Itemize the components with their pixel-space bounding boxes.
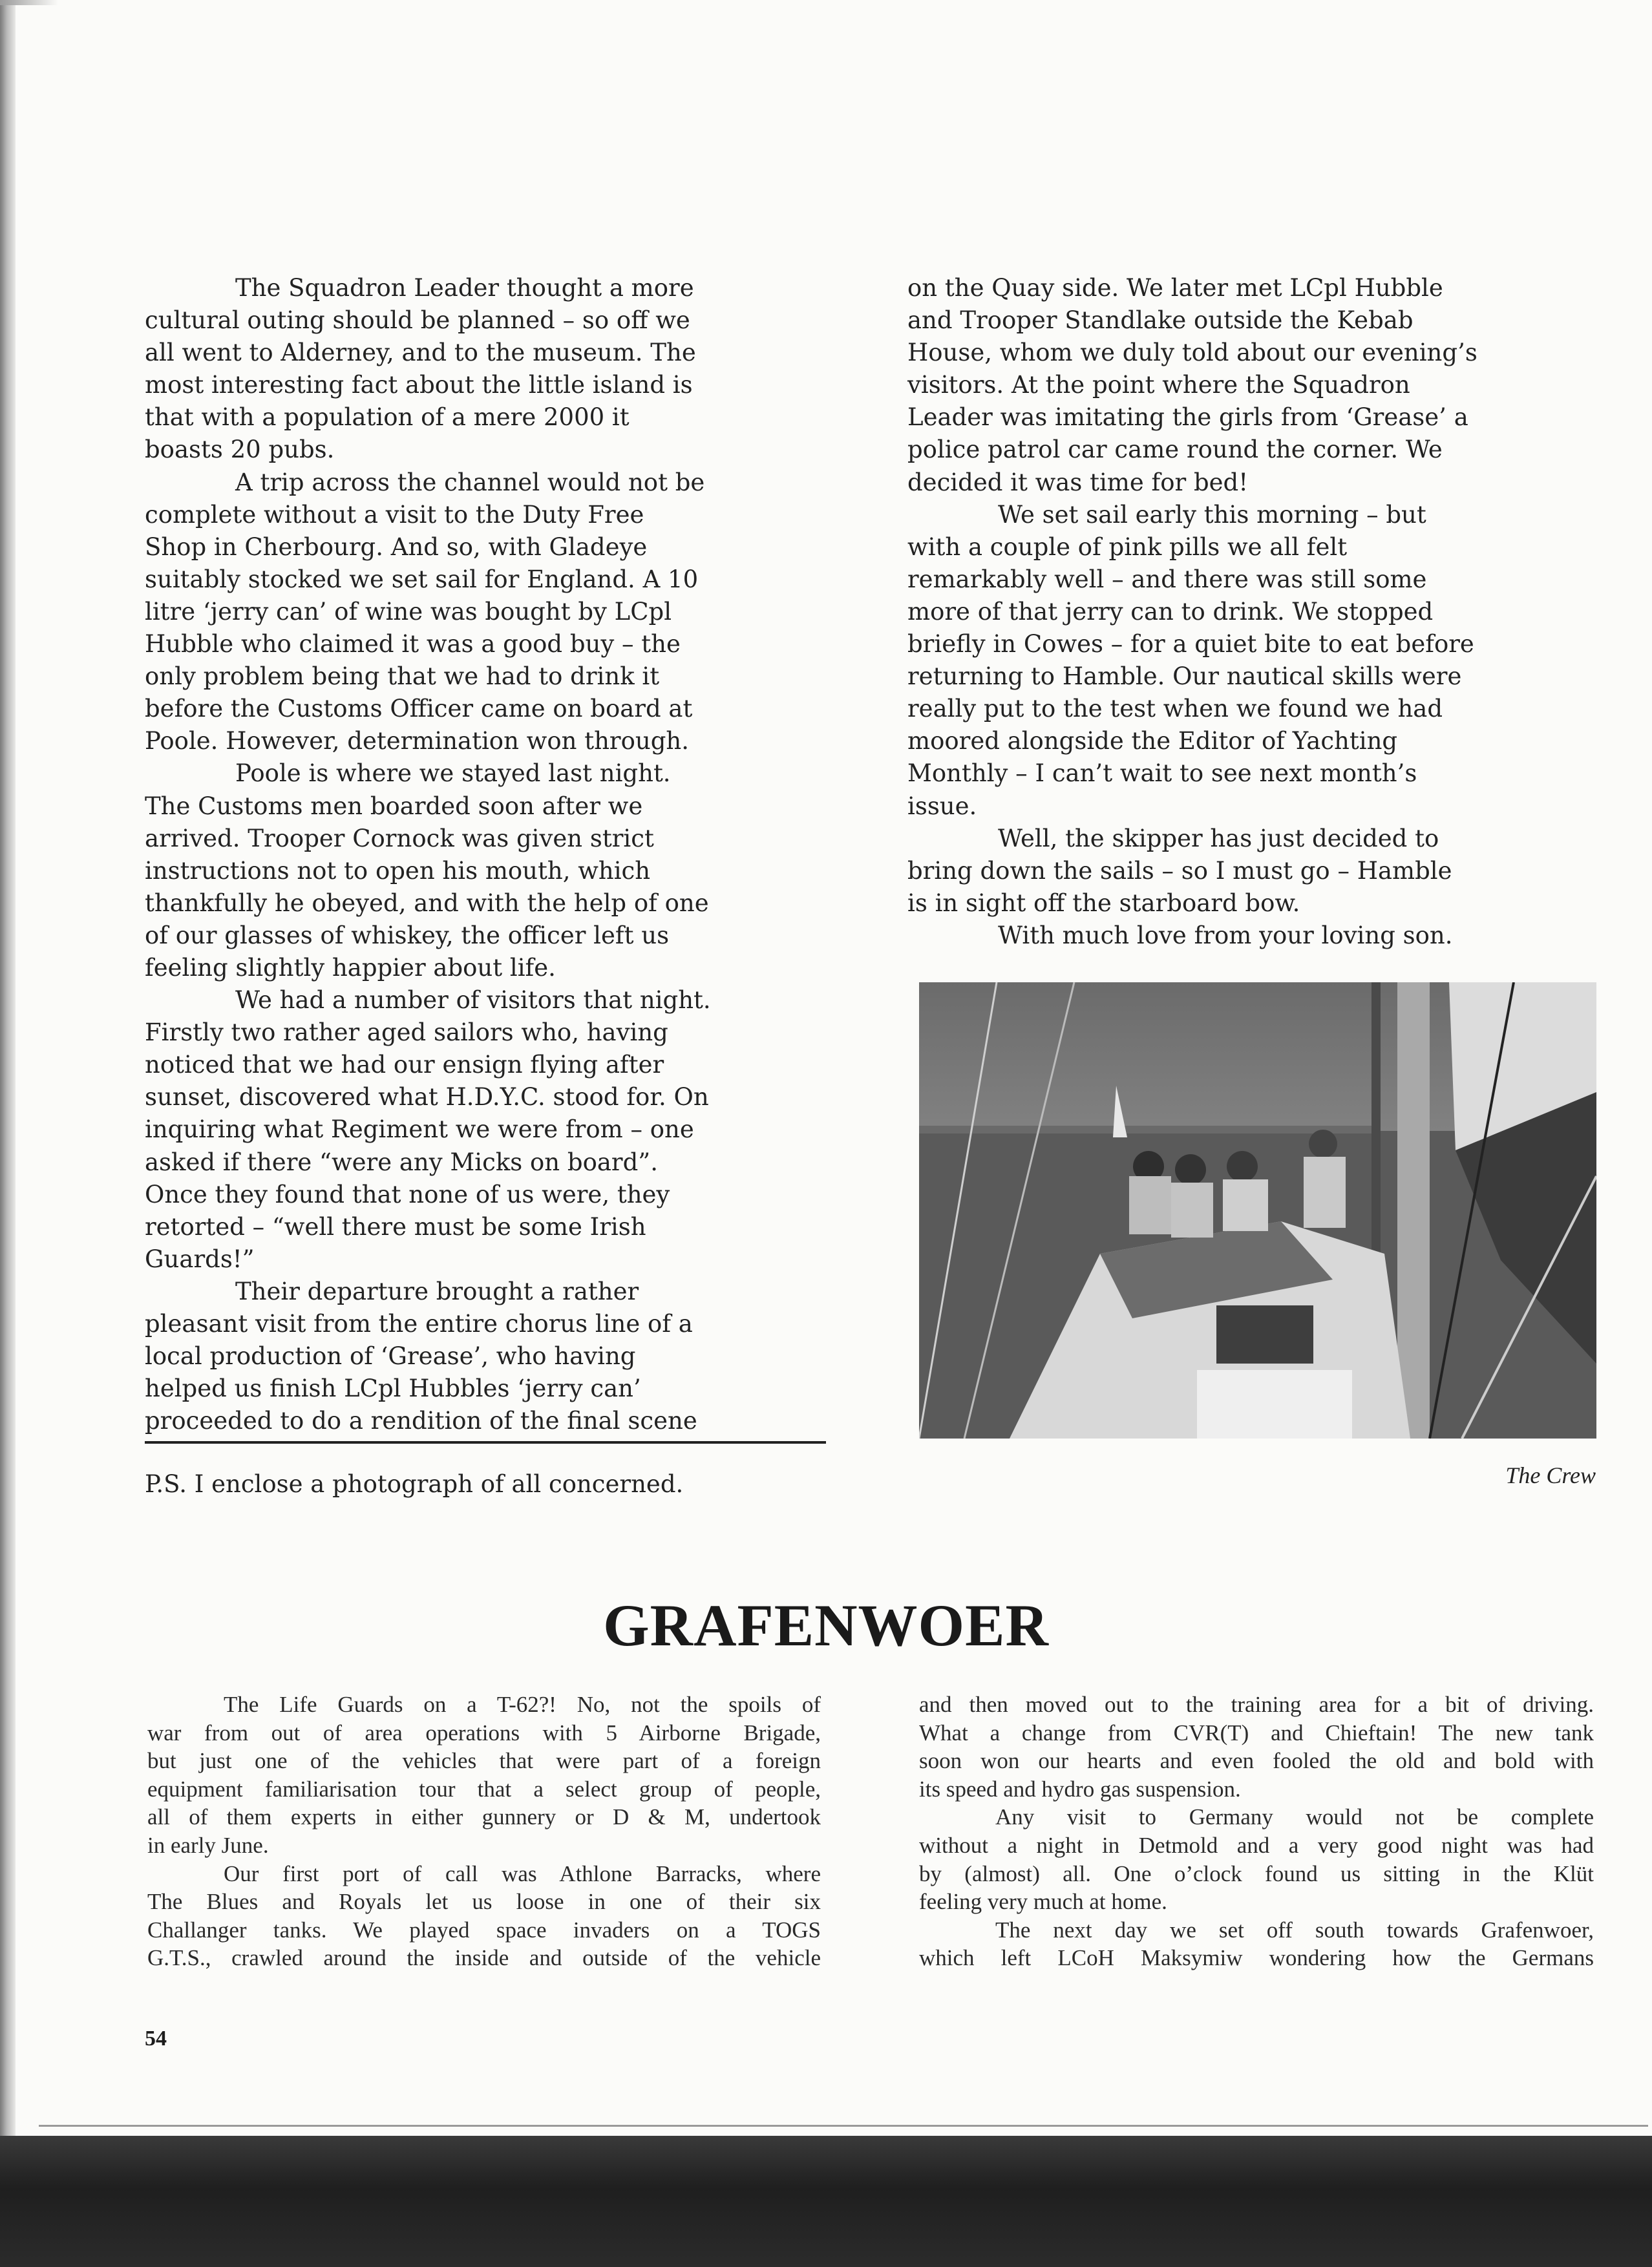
text-line: decided it was time for bed!	[907, 468, 1249, 496]
scan-bottom-shadow	[0, 2136, 1652, 2267]
text-line: without a night in Detmold and a very good night was had	[919, 1832, 1594, 1858]
text-line: litre ‘jerry can’ of wine was bought by LCpl	[145, 597, 672, 626]
text-line: sunset, discovered what H.D.Y.C. stood for. On	[145, 1083, 709, 1112]
text-line: complete without a visit to the Duty Free	[145, 500, 644, 529]
text-line: Any visit to Germany would not be complete	[995, 1804, 1594, 1830]
text-line: suitably stocked we set sail for England. A 10	[145, 565, 699, 593]
text-line: The next day we set off south towards Grafenwoer,	[995, 1917, 1594, 1943]
text-line: inquiring what Regiment we were from – one	[145, 1115, 694, 1144]
paragraph	[907, 499, 1554, 823]
text-line: Our first port of call was Athlone Barracks, where	[224, 1861, 821, 1886]
text-line: Firstly two rather aged sailors who, having	[145, 1018, 668, 1047]
text-line: bring down the sails – so I must go – Hamble	[907, 856, 1452, 885]
paragraph	[907, 823, 1554, 920]
article-right-column	[919, 1691, 1594, 1972]
text-line: local production of ‘Grease’, who having	[145, 1342, 636, 1371]
text-line: Poole. However, determination won through.	[145, 727, 689, 755]
text-line: really put to the test when we found we had	[907, 695, 1443, 723]
text-line: feeling slightly happier about life.	[145, 953, 556, 982]
text-line: cultural outing should be planned – so off we	[145, 306, 690, 335]
text-line: The Life Guards on a T-62?! No, not the spoils of	[224, 1692, 821, 1717]
sailboat-crew-image	[919, 982, 1596, 1439]
text-line: The Customs men boarded soon after we	[145, 792, 643, 820]
text-line: Monthly – I can’t wait to see next month’s	[907, 759, 1417, 788]
text-line: before the Customs Officer came on board at	[145, 695, 693, 723]
paragraph	[145, 757, 791, 984]
text-line: We set sail early this morning – but	[998, 500, 1426, 529]
paragraph	[147, 1860, 821, 1972]
text-line: proceeded to do a rendition of the final scene	[145, 1407, 697, 1435]
text-line: is in sight off the starboard bow.	[907, 889, 1300, 917]
text-line: retorted – “well there must be some Irish	[145, 1212, 646, 1241]
postscript: P.S. I enclose a photograph of all concerned.	[145, 1470, 684, 1498]
text-line: war from out of area operations with 5 Airborne Brigade,	[147, 1720, 821, 1745]
text-line: returning to Hamble. Our nautical skills were	[907, 662, 1462, 691]
paragraph	[919, 1691, 1594, 1803]
article-left-column	[147, 1691, 821, 1972]
paragraph	[907, 920, 1554, 952]
text-line: The Blues and Royals let us loose in one of their six	[147, 1889, 821, 1915]
text-line: that with a population of a mere 2000 it	[145, 403, 630, 432]
paragraph	[145, 272, 791, 467]
text-line: Leader was imitating the girls from ‘Grease’ a	[907, 403, 1468, 432]
text-line: but just one of the vehicles that were part of a foreign	[147, 1748, 821, 1774]
text-line: Hubble who claimed it was a good buy – the	[145, 630, 681, 659]
letter-right-column	[907, 272, 1554, 952]
text-line: and Trooper Standlake outside the Kebab	[907, 306, 1414, 335]
text-line: feeling very much at home.	[919, 1889, 1167, 1915]
scan-edge-line	[39, 2125, 1648, 2127]
text-line: Poole is where we stayed last night.	[235, 759, 671, 788]
text-line: Their departure brought a rather	[235, 1277, 639, 1305]
paragraph	[145, 984, 791, 1276]
text-line: and then moved out to the training area for a bit of driving.	[919, 1692, 1594, 1717]
text-line: remarkably well – and there was still some	[907, 565, 1427, 593]
text-line: G.T.S., crawled around the inside and outside of the vehicle	[147, 1945, 821, 1971]
text-line: Guards!”	[145, 1245, 255, 1273]
text-line: most interesting fact about the little island is	[145, 371, 693, 399]
text-line: boasts 20 pubs.	[145, 436, 335, 464]
text-line: helped us finish LCpl Hubbles ‘jerry can’	[145, 1375, 641, 1403]
text-line: Challanger tanks. We played space invaders on a TOGS	[147, 1917, 821, 1943]
paragraph	[145, 1276, 791, 1437]
text-line: police patrol car came round the corner. We	[907, 436, 1443, 464]
text-line: We had a number of visitors that night.	[235, 986, 711, 1015]
photo-caption: The Crew	[1505, 1462, 1596, 1488]
text-line: Once they found that none of us were, they	[145, 1180, 670, 1208]
text-line: instructions not to open his mouth, which	[145, 856, 651, 885]
paragraph	[147, 1691, 821, 1860]
text-line: With much love from your loving son.	[998, 921, 1453, 949]
text-line: A trip across the channel would not be	[235, 468, 705, 496]
letter-left-column	[145, 272, 791, 1437]
section-divider	[145, 1441, 826, 1444]
paragraph	[145, 467, 791, 758]
text-line: issue.	[907, 792, 977, 820]
text-line: more of that jerry can to drink. We stopped	[907, 597, 1434, 626]
text-line: What a change from CVR(T) and Chieftain! The new tank	[919, 1720, 1594, 1745]
page-edge-shadow	[0, 0, 16, 2267]
text-line: pleasant visit from the entire chorus line of a	[145, 1310, 693, 1338]
text-line: by (almost) all. One o’clock found us sitting in the Klüt	[919, 1861, 1594, 1886]
text-line: its speed and hydro gas suspension.	[919, 1776, 1241, 1802]
article-title: GRAFENWOER	[603, 1592, 1049, 1658]
text-line: visitors. At the point where the Squadron	[907, 371, 1410, 399]
text-line: asked if there “were any Micks on board”.	[145, 1148, 658, 1176]
crew-photo	[919, 982, 1596, 1439]
paragraph	[919, 1803, 1594, 1915]
paragraph	[907, 272, 1554, 499]
text-line: only problem being that we had to drink it	[145, 662, 660, 691]
text-line: equipment familiarisation tour that a select group of people,	[147, 1776, 821, 1802]
text-line: thankfully he obeyed, and with the help of one	[145, 889, 709, 917]
text-line: House, whom we duly told about our evening’s	[907, 339, 1477, 367]
text-line: all of them experts in either gunnery or D & M, undertook	[147, 1804, 821, 1830]
text-line: with a couple of pink pills we all felt	[907, 532, 1348, 561]
text-line: noticed that we had our ensign flying after	[145, 1051, 664, 1079]
text-line: arrived. Trooper Cornock was given strict	[145, 824, 654, 852]
text-line: of our glasses of whiskey, the officer left us	[145, 921, 670, 949]
text-line: all went to Alderney, and to the museum. The	[145, 339, 696, 367]
text-line: soon won our hearts and even fooled the old and bold with	[919, 1748, 1594, 1774]
text-line: which left LCoH Maksymiw wondering how the Germans	[919, 1945, 1594, 1971]
text-line: Shop in Cherbourg. And so, with Gladeye	[145, 532, 648, 561]
text-line: in early June.	[147, 1832, 269, 1858]
text-line: briefly in Cowes – for a quiet bite to eat before	[907, 630, 1474, 659]
paragraph	[919, 1916, 1594, 1972]
page-edge-mark	[0, 0, 58, 5]
page-number: 54	[145, 2027, 167, 2051]
text-line: The Squadron Leader thought a more	[235, 274, 694, 302]
text-line: Well, the skipper has just decided to	[998, 824, 1439, 852]
text-line: moored alongside the Editor of Yachting	[907, 727, 1398, 755]
text-line: on the Quay side. We later met LCpl Hubble	[907, 274, 1443, 302]
